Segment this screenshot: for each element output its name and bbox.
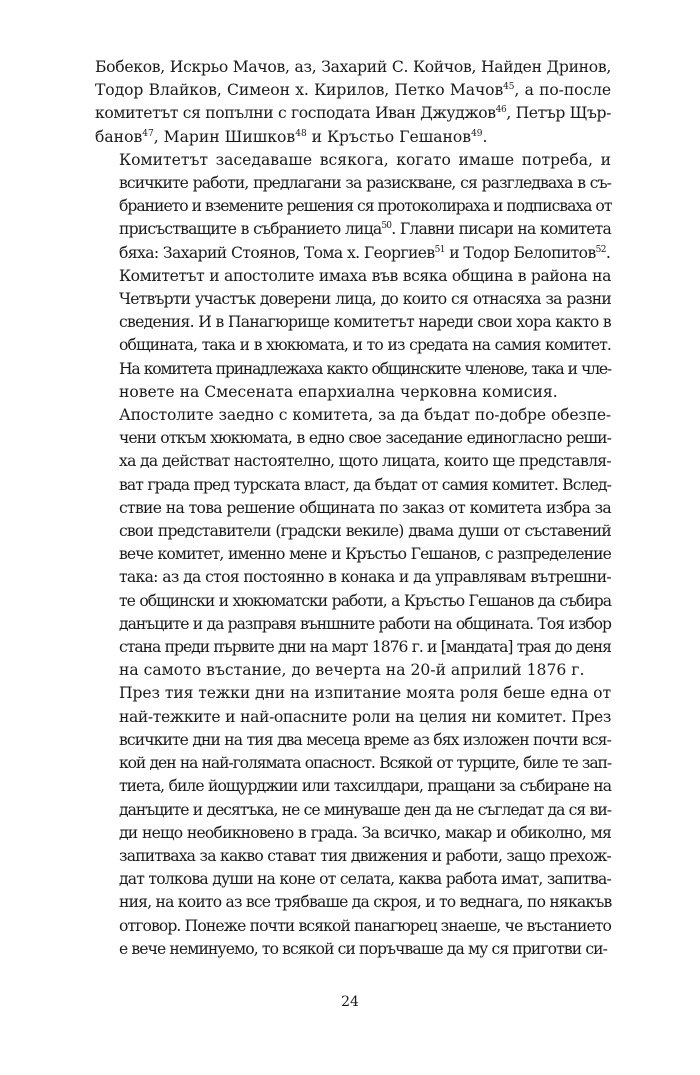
text-segment: запитваха за какво стават тия движения и работи, защо прехож-: [119, 846, 611, 865]
footnote-ref[interactable]: 49: [471, 128, 483, 139]
text-line: [95, 450, 611, 473]
footnote-ref[interactable]: 52: [595, 244, 606, 255]
text-line: [95, 822, 611, 845]
text-segment: Комитетът заседаваше всякога, когато имаше потреба, и: [119, 150, 611, 169]
text-segment: всичките работи, предлагани за разискване, ся разгледваха в съ-: [119, 174, 611, 193]
text-segment: така: аз да стоя постоянно в конака и да управлявам вътрешни-: [119, 568, 611, 587]
text-line: [95, 590, 611, 613]
text-line: [95, 218, 611, 241]
text-segment: Четвърти участък доверени лица, до които ся отнасяха за разни: [119, 290, 611, 309]
text-line: [95, 474, 611, 497]
footnote-ref[interactable]: 47: [142, 128, 154, 139]
text-line: [95, 613, 611, 636]
text-segment: свои представители (градски векиле) двама души от съставений: [119, 522, 611, 541]
text-segment: тиета, биле йощурджии или тахсилдари, пращани за събиране на: [119, 777, 611, 796]
text-line: [95, 682, 611, 705]
text-line: [95, 915, 611, 938]
text-line: [95, 427, 611, 450]
text-line: [95, 868, 611, 891]
text-segment: Комитетът и апостолите имаха във всяка община в района на: [119, 266, 611, 285]
text-segment: дат толкова души на коне от селата, каква работа имат, запитва-: [119, 870, 611, 889]
text-segment: ния, на които аз все трябваше да скроя, и то веднага, по някакъв: [119, 893, 612, 912]
text-segment: общината, така и в хюкюмата, и то из средата на самия комитет.: [119, 336, 611, 355]
text-segment: сведения. И в Панагюрище комитетът нареди свои хора както в: [119, 313, 611, 332]
text-line: [95, 938, 611, 961]
paragraph: [95, 149, 611, 265]
text-line: [95, 729, 611, 752]
footnote-ref[interactable]: 45: [503, 82, 515, 93]
text-line: [95, 172, 611, 195]
footnote-ref[interactable]: 50: [381, 221, 392, 232]
text-line: [95, 358, 611, 381]
text-segment: , а по-после: [514, 81, 612, 100]
paragraph: [95, 682, 611, 960]
text-line: [95, 242, 611, 265]
text-segment: , Марин Шишков: [153, 127, 296, 146]
text-segment: присъстващите в събранието лица: [119, 220, 382, 239]
text-segment: е вече неминуемо, то всякой си поръчваше да му ся приготви си-: [119, 939, 608, 958]
text-segment: бранието и вземените решения ся протоколираха и подписваха от: [119, 197, 612, 216]
text-segment: на самото въстание, до вечерта на 20-й априлий 1876 г.: [119, 661, 585, 680]
paragraph: [95, 265, 611, 404]
footnote-ref[interactable]: 46: [495, 105, 507, 116]
text-segment: Тодор Влайков, Симеон х. Кирилов, Петко Мачов: [95, 81, 504, 100]
text-segment: , Петър Щър-: [506, 104, 611, 123]
text-line: [95, 706, 611, 729]
text-segment: Апостолите заедно с комитета, за да бъдат по-добре обезпе-: [119, 406, 611, 425]
text-line: [95, 845, 611, 868]
text-line: [95, 636, 611, 659]
text-segment: На комитета принадлежаха както общинските членове, така и чле-: [119, 359, 611, 378]
paragraph: [95, 56, 611, 149]
text-line: [95, 566, 611, 589]
text-line: [95, 404, 611, 427]
text-segment: всичките дни на тия два месеца време аз бях изложен почти вся-: [119, 730, 611, 749]
text-segment: .: [482, 127, 488, 146]
text-segment: Бобеков, Искрьо Мачов, аз, Захарий С. Койчов, Найден Дринов,: [95, 58, 611, 76]
text-segment: . Главни писари на комитета: [391, 220, 611, 239]
text-line: [95, 659, 611, 682]
text-segment: те общински и хюкюматски работи, а Кръстьо Гешанов да събира: [119, 591, 611, 610]
page-number: 24: [341, 994, 359, 1010]
footnote-ref[interactable]: 51: [434, 244, 445, 255]
paragraph: [95, 404, 611, 682]
text-line: [95, 799, 611, 822]
text-segment: .: [605, 243, 611, 262]
text-line: [95, 543, 611, 566]
body-text: [95, 56, 611, 961]
text-segment: и Кръстьо Гешанов: [306, 127, 472, 146]
text-line: [95, 265, 611, 288]
text-segment: банов: [95, 127, 143, 146]
text-segment: стана преди първите дни на март 1876 г. и [мандата] трая до деня: [119, 638, 611, 657]
text-line: [95, 149, 611, 172]
text-line: [95, 891, 611, 914]
text-segment: вече комитет, именно мене и Кръстьо Гешанов, с разпределение: [119, 545, 611, 564]
text-segment: комитетът ся попълни с господата Иван Джуджов: [95, 104, 496, 123]
text-line: [95, 195, 611, 218]
text-line: [95, 775, 611, 798]
text-segment: данъците и да разправя външните работи на общината. Тоя избор: [119, 614, 611, 633]
text-line: [95, 102, 611, 125]
text-line: [95, 56, 611, 79]
text-line: [95, 520, 611, 543]
text-segment: отговор. Понеже почти всякой панагюрец знаеше, че въстанието: [119, 916, 611, 935]
text-segment: бяха: Захарий Стоянов, Тома х. Георгиев: [119, 243, 435, 262]
text-segment: ди нещо необикновено в града. За всичко, макар и обиколно, мя: [119, 823, 611, 842]
text-segment: ха да действат настоятелно, щото лицата, които ще представля-: [119, 452, 611, 471]
text-line: [95, 497, 611, 520]
text-line: [95, 752, 611, 775]
text-line: [95, 79, 611, 102]
text-line: [95, 288, 611, 311]
text-segment: ват града пред турската власт, да бъдат от самия комитет. Вслед-: [119, 475, 611, 494]
text-line: [95, 381, 611, 404]
text-segment: През тия тежки дни на изпитание моята роля беше една от: [119, 684, 611, 703]
text-segment: и Тодор Белопитов: [444, 243, 596, 262]
text-line: [95, 311, 611, 334]
text-segment: новете на Смесената епархиална черковна комисия.: [119, 382, 558, 401]
text-segment: данъците и десятъка, не се минуваше ден да не съгледат да ся ви-: [119, 800, 611, 819]
text-line: [95, 126, 611, 149]
text-segment: чени откъм хюкюмата, в едно свое заседание единогласно реши-: [119, 429, 611, 448]
footnote-ref[interactable]: 48: [295, 128, 307, 139]
text-segment: ствие на това решение общината по заказ от комитета избра за: [119, 498, 611, 517]
text-segment: най-тежките и най-опасните роли на целия ни комитет. През: [119, 707, 611, 726]
text-line: [95, 334, 611, 357]
text-segment: кой ден на най-голямата опасност. Всякой от турците, биле те зап-: [119, 754, 611, 773]
